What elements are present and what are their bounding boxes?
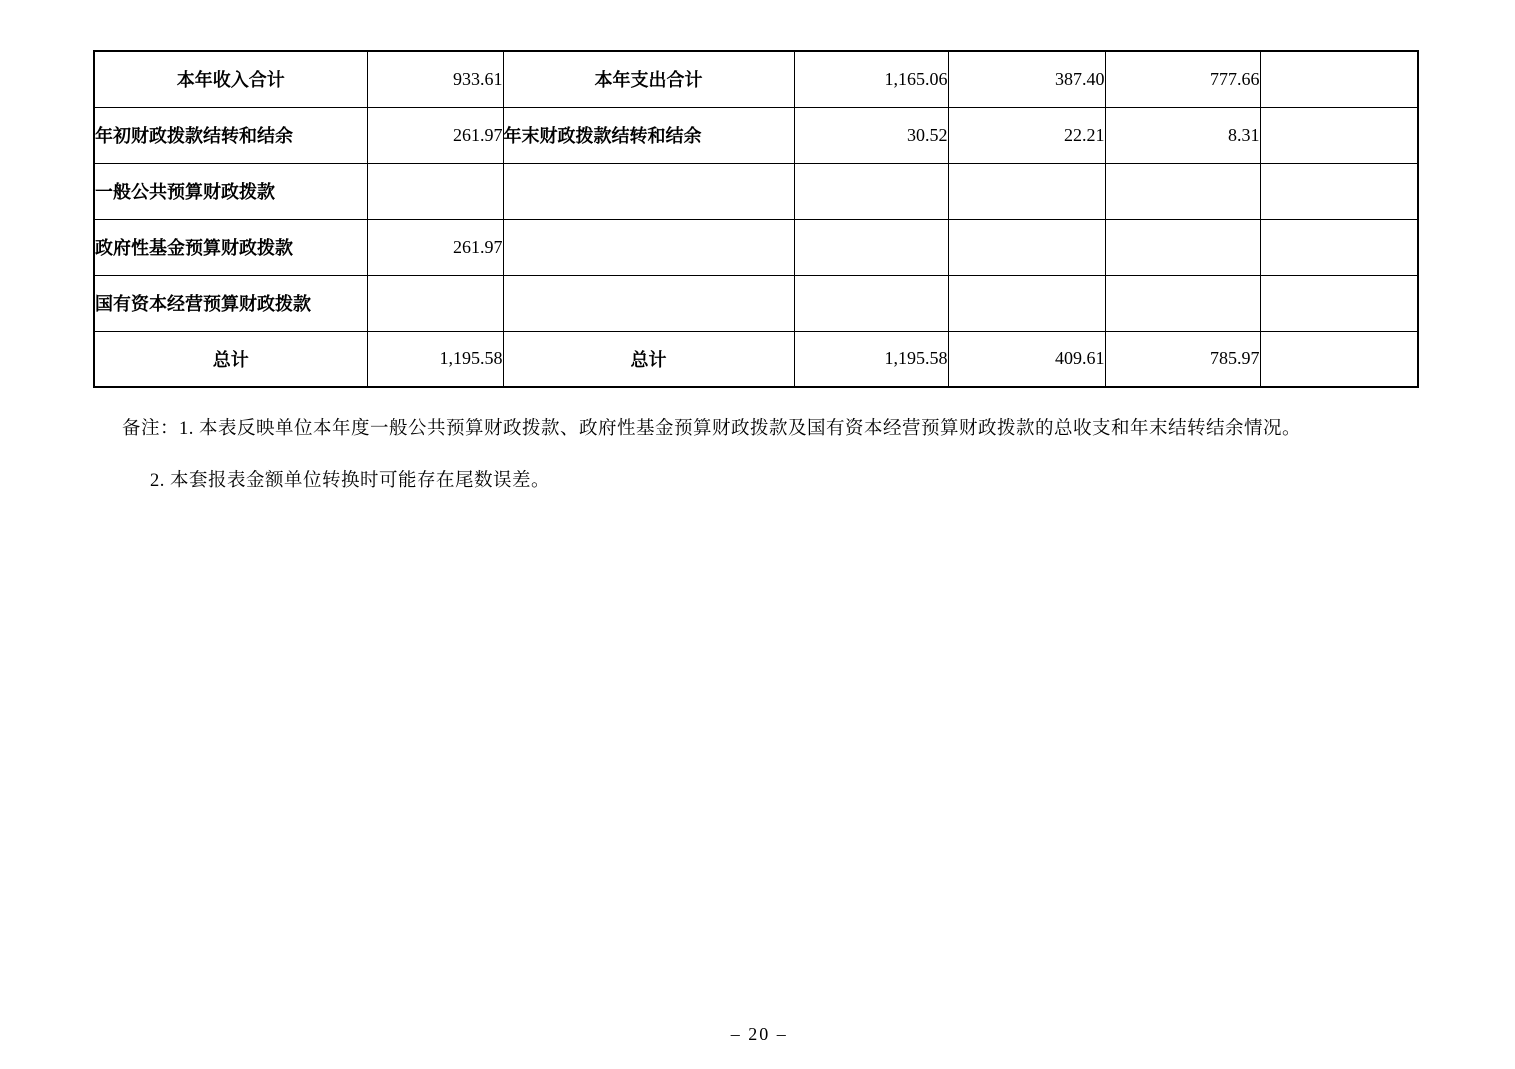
fiscal-appropriation-summary-table [93, 50, 1419, 388]
table-row-general-public-budget [94, 163, 1418, 219]
cell-value-2 [948, 163, 1105, 219]
cell-left-category: 年初财政拨款结转和结余 [94, 107, 367, 163]
cell-value-1: 1,195.58 [794, 331, 948, 387]
cell-value-2 [948, 275, 1105, 331]
cell-left-amount: 1,195.58 [367, 331, 503, 387]
table-row-state-capital-budget [94, 275, 1418, 331]
cell-left-amount [367, 163, 503, 219]
cell-value-1 [794, 275, 948, 331]
table-row-carryover-begin [94, 107, 1418, 163]
table-row-government-fund-budget [94, 219, 1418, 275]
table-row-income-total [94, 51, 1418, 107]
cell-left-category: 本年收入合计 [94, 51, 367, 107]
cell-value-3: 785.97 [1105, 331, 1260, 387]
cell-left-amount: 933.61 [367, 51, 503, 107]
cell-value-1: 1,165.06 [794, 51, 948, 107]
cell-value-4 [1260, 331, 1418, 387]
cell-value-4 [1260, 51, 1418, 107]
cell-left-amount: 261.97 [367, 219, 503, 275]
page-number: – 20 – [730, 1024, 788, 1044]
cell-value-4 [1260, 219, 1418, 275]
cell-left-amount: 261.97 [367, 107, 503, 163]
cell-value-4 [1260, 107, 1418, 163]
cell-value-1 [794, 219, 948, 275]
cell-left-category: 政府性基金预算财政拨款 [94, 219, 367, 275]
cell-right-category: 本年支出合计 [503, 51, 794, 107]
cell-value-2: 387.40 [948, 51, 1105, 107]
cell-right-category [503, 275, 794, 331]
table-row-grand-total [94, 331, 1418, 387]
cell-value-1: 30.52 [794, 107, 948, 163]
cell-value-3: 777.66 [1105, 51, 1260, 107]
cell-left-category: 国有资本经营预算财政拨款 [94, 275, 367, 331]
cell-value-3 [1105, 275, 1260, 331]
cell-value-1 [794, 163, 948, 219]
cell-value-3 [1105, 163, 1260, 219]
cell-left-amount [367, 275, 503, 331]
cell-left-category: 一般公共预算财政拨款 [94, 163, 367, 219]
cell-value-4 [1260, 275, 1418, 331]
cell-value-4 [1260, 163, 1418, 219]
cell-right-category [503, 163, 794, 219]
cell-value-3: 8.31 [1105, 107, 1260, 163]
cell-value-2: 409.61 [948, 331, 1105, 387]
cell-value-3 [1105, 219, 1260, 275]
cell-value-2 [948, 219, 1105, 275]
cell-right-category [503, 219, 794, 275]
cell-value-2: 22.21 [948, 107, 1105, 163]
notes-line-1: 备注：1. 本表反映单位本年度一般公共预算财政拨款、政府性基金预算财政拨款及国有资本经营预算财政拨款的总收支和年末结转结余情况。 [122, 419, 1302, 439]
notes-line-2: 2. 本套报表金额单位转换时可能存在尾数误差。 [150, 471, 551, 491]
cell-right-category: 总计 [503, 331, 794, 387]
cell-left-category: 总计 [94, 331, 367, 387]
cell-right-category: 年末财政拨款结转和结余 [503, 107, 794, 163]
